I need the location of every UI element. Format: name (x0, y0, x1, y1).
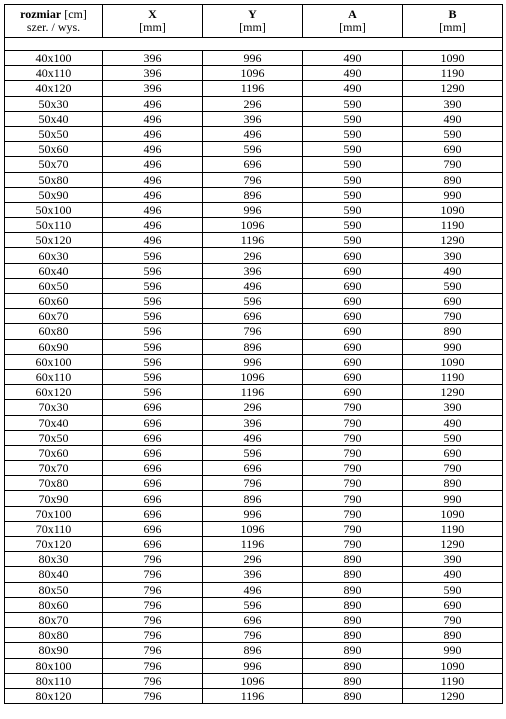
b-cell: 590 (403, 430, 503, 445)
header-x-label: X (148, 7, 157, 21)
x-cell: 596 (103, 294, 203, 309)
header-b-label: B (448, 7, 457, 21)
size-cell: 50x110 (5, 218, 103, 233)
a-cell: 790 (303, 445, 403, 460)
dimension-table (4, 4, 503, 704)
size-cell: 80x60 (5, 597, 103, 612)
table-row (5, 81, 503, 96)
table-row (5, 461, 503, 476)
a-cell: 790 (303, 430, 403, 445)
a-cell: 590 (303, 202, 403, 217)
y-cell: 996 (203, 506, 303, 521)
x-cell: 596 (103, 263, 203, 278)
table-row (5, 445, 503, 460)
b-cell: 790 (403, 157, 503, 172)
table-row (5, 688, 503, 703)
size-cell: 60x120 (5, 385, 103, 400)
x-cell: 496 (103, 96, 203, 111)
table-row (5, 339, 503, 354)
x-cell: 696 (103, 445, 203, 460)
x-cell: 796 (103, 597, 203, 612)
x-cell: 696 (103, 415, 203, 430)
b-cell: 990 (403, 187, 503, 202)
a-cell: 790 (303, 415, 403, 430)
y-cell: 296 (203, 552, 303, 567)
x-cell: 496 (103, 187, 203, 202)
size-cell: 60x60 (5, 294, 103, 309)
x-cell: 496 (103, 126, 203, 141)
y-cell: 796 (203, 172, 303, 187)
b-cell: 1090 (403, 354, 503, 369)
y-cell: 396 (203, 415, 303, 430)
y-cell: 896 (203, 339, 303, 354)
a-cell: 890 (303, 582, 403, 597)
b-cell: 390 (403, 248, 503, 263)
table-row (5, 369, 503, 384)
size-cell: 80x80 (5, 628, 103, 643)
y-cell: 296 (203, 96, 303, 111)
table-row (5, 202, 503, 217)
a-cell: 590 (303, 172, 403, 187)
y-cell: 696 (203, 309, 303, 324)
size-cell: 60x90 (5, 339, 103, 354)
table-row (5, 597, 503, 612)
x-cell: 696 (103, 506, 203, 521)
a-cell: 590 (303, 142, 403, 157)
header-y-unit: [mm] (239, 20, 266, 34)
header-size-title: rozmiar (20, 7, 62, 21)
table-row (5, 537, 503, 552)
x-cell: 396 (103, 51, 203, 66)
a-cell: 490 (303, 51, 403, 66)
b-cell: 690 (403, 142, 503, 157)
y-cell: 1196 (203, 688, 303, 703)
size-cell: 40x100 (5, 51, 103, 66)
y-cell: 1196 (203, 537, 303, 552)
b-cell: 490 (403, 415, 503, 430)
a-cell: 590 (303, 111, 403, 126)
header-b-unit: [mm] (439, 20, 466, 34)
header-a-unit: [mm] (339, 20, 366, 34)
size-cell: 50x30 (5, 96, 103, 111)
y-cell: 696 (203, 461, 303, 476)
a-cell: 890 (303, 552, 403, 567)
y-cell: 1096 (203, 673, 303, 688)
table-row (5, 582, 503, 597)
y-cell: 996 (203, 658, 303, 673)
x-cell: 796 (103, 688, 203, 703)
spacer-row (5, 38, 503, 51)
size-cell: 80x70 (5, 612, 103, 627)
size-cell: 50x70 (5, 157, 103, 172)
y-cell: 1196 (203, 233, 303, 248)
a-cell: 890 (303, 628, 403, 643)
size-cell: 70x120 (5, 537, 103, 552)
spacer-section (5, 38, 503, 51)
b-cell: 690 (403, 445, 503, 460)
b-cell: 1190 (403, 369, 503, 384)
y-cell: 496 (203, 126, 303, 141)
x-cell: 496 (103, 233, 203, 248)
size-cell: 70x60 (5, 445, 103, 460)
spacer-cell (5, 38, 503, 51)
a-cell: 690 (303, 309, 403, 324)
x-cell: 696 (103, 537, 203, 552)
size-cell: 60x70 (5, 309, 103, 324)
table-row (5, 521, 503, 536)
y-cell: 1096 (203, 66, 303, 81)
y-cell: 496 (203, 430, 303, 445)
table-row (5, 294, 503, 309)
size-cell: 60x50 (5, 278, 103, 293)
y-cell: 396 (203, 111, 303, 126)
size-cell: 80x120 (5, 688, 103, 703)
x-cell: 696 (103, 400, 203, 415)
size-cell: 80x50 (5, 582, 103, 597)
header-a-label: A (348, 7, 357, 21)
x-cell: 796 (103, 612, 203, 627)
size-cell: 50x60 (5, 142, 103, 157)
b-cell: 890 (403, 324, 503, 339)
table-row (5, 628, 503, 643)
y-cell: 1196 (203, 81, 303, 96)
a-cell: 490 (303, 81, 403, 96)
size-cell: 70x50 (5, 430, 103, 445)
b-cell: 390 (403, 96, 503, 111)
b-cell: 590 (403, 278, 503, 293)
a-cell: 890 (303, 567, 403, 582)
y-cell: 596 (203, 445, 303, 460)
x-cell: 696 (103, 476, 203, 491)
b-cell: 690 (403, 597, 503, 612)
table-row (5, 187, 503, 202)
table-row (5, 66, 503, 81)
b-cell: 890 (403, 172, 503, 187)
y-cell: 1196 (203, 385, 303, 400)
x-cell: 596 (103, 248, 203, 263)
y-cell: 1096 (203, 521, 303, 536)
x-cell: 796 (103, 628, 203, 643)
table-row (5, 400, 503, 415)
table-row (5, 111, 503, 126)
y-cell: 596 (203, 142, 303, 157)
x-cell: 696 (103, 461, 203, 476)
y-cell: 696 (203, 612, 303, 627)
b-cell: 590 (403, 582, 503, 597)
table-row (5, 354, 503, 369)
header-b (403, 5, 503, 38)
header-y (203, 5, 303, 38)
size-cell: 50x40 (5, 111, 103, 126)
header-size-sub: szer. / wys. (26, 20, 81, 34)
a-cell: 690 (303, 324, 403, 339)
a-cell: 690 (303, 369, 403, 384)
size-cell: 60x100 (5, 354, 103, 369)
size-cell: 70x100 (5, 506, 103, 521)
size-cell: 60x40 (5, 263, 103, 278)
a-cell: 690 (303, 294, 403, 309)
x-cell: 796 (103, 673, 203, 688)
table-row (5, 491, 503, 506)
b-cell: 990 (403, 643, 503, 658)
a-cell: 890 (303, 643, 403, 658)
a-cell: 690 (303, 248, 403, 263)
x-cell: 596 (103, 354, 203, 369)
b-cell: 1090 (403, 202, 503, 217)
header-x-unit: [mm] (139, 20, 166, 34)
y-cell: 396 (203, 567, 303, 582)
b-cell: 1190 (403, 66, 503, 81)
header-y-label: Y (248, 7, 257, 21)
size-cell: 60x30 (5, 248, 103, 263)
b-cell: 790 (403, 612, 503, 627)
table-row (5, 233, 503, 248)
table-row (5, 248, 503, 263)
table-row (5, 658, 503, 673)
a-cell: 690 (303, 385, 403, 400)
a-cell: 590 (303, 218, 403, 233)
x-cell: 596 (103, 309, 203, 324)
b-cell: 490 (403, 567, 503, 582)
table-row (5, 552, 503, 567)
size-cell: 80x40 (5, 567, 103, 582)
header-size-unit: [cm] (64, 7, 87, 21)
size-cell: 40x110 (5, 66, 103, 81)
table-row (5, 96, 503, 111)
a-cell: 690 (303, 263, 403, 278)
table-row (5, 476, 503, 491)
size-cell: 70x90 (5, 491, 103, 506)
size-cell: 50x80 (5, 172, 103, 187)
size-cell: 50x100 (5, 202, 103, 217)
a-cell: 490 (303, 66, 403, 81)
table-row (5, 51, 503, 66)
x-cell: 596 (103, 278, 203, 293)
x-cell: 496 (103, 172, 203, 187)
x-cell: 496 (103, 142, 203, 157)
b-cell: 690 (403, 294, 503, 309)
table-row (5, 324, 503, 339)
table-row (5, 385, 503, 400)
x-cell: 696 (103, 521, 203, 536)
x-cell: 396 (103, 66, 203, 81)
x-cell: 596 (103, 324, 203, 339)
y-cell: 296 (203, 400, 303, 415)
b-cell: 1290 (403, 81, 503, 96)
table-row (5, 157, 503, 172)
a-cell: 890 (303, 688, 403, 703)
x-cell: 596 (103, 339, 203, 354)
y-cell: 696 (203, 157, 303, 172)
b-cell: 1190 (403, 521, 503, 536)
a-cell: 590 (303, 126, 403, 141)
table-row (5, 673, 503, 688)
header-a (303, 5, 403, 38)
table-row (5, 142, 503, 157)
x-cell: 796 (103, 567, 203, 582)
a-cell: 590 (303, 187, 403, 202)
header-row (5, 5, 503, 38)
size-cell: 70x40 (5, 415, 103, 430)
header-size (5, 5, 103, 38)
y-cell: 496 (203, 278, 303, 293)
table-row (5, 126, 503, 141)
y-cell: 796 (203, 628, 303, 643)
b-cell: 1090 (403, 506, 503, 521)
table-row (5, 415, 503, 430)
a-cell: 790 (303, 400, 403, 415)
table-row (5, 643, 503, 658)
table-row (5, 278, 503, 293)
size-cell: 40x120 (5, 81, 103, 96)
b-cell: 390 (403, 400, 503, 415)
b-cell: 1190 (403, 673, 503, 688)
x-cell: 796 (103, 552, 203, 567)
y-cell: 996 (203, 202, 303, 217)
y-cell: 796 (203, 476, 303, 491)
size-cell: 70x110 (5, 521, 103, 536)
table-body (5, 51, 503, 704)
b-cell: 1290 (403, 688, 503, 703)
a-cell: 890 (303, 673, 403, 688)
y-cell: 996 (203, 354, 303, 369)
b-cell: 1090 (403, 51, 503, 66)
a-cell: 890 (303, 658, 403, 673)
size-cell: 80x110 (5, 673, 103, 688)
x-cell: 496 (103, 202, 203, 217)
a-cell: 590 (303, 96, 403, 111)
size-cell: 70x30 (5, 400, 103, 415)
a-cell: 890 (303, 597, 403, 612)
b-cell: 790 (403, 461, 503, 476)
y-cell: 296 (203, 248, 303, 263)
b-cell: 1290 (403, 385, 503, 400)
a-cell: 790 (303, 491, 403, 506)
b-cell: 490 (403, 111, 503, 126)
b-cell: 890 (403, 628, 503, 643)
x-cell: 496 (103, 111, 203, 126)
a-cell: 590 (303, 233, 403, 248)
a-cell: 590 (303, 157, 403, 172)
y-cell: 596 (203, 294, 303, 309)
y-cell: 596 (203, 597, 303, 612)
a-cell: 690 (303, 339, 403, 354)
a-cell: 790 (303, 521, 403, 536)
size-cell: 60x80 (5, 324, 103, 339)
size-cell: 50x50 (5, 126, 103, 141)
a-cell: 790 (303, 476, 403, 491)
y-cell: 1096 (203, 218, 303, 233)
size-cell: 70x80 (5, 476, 103, 491)
a-cell: 790 (303, 537, 403, 552)
b-cell: 1190 (403, 218, 503, 233)
x-cell: 596 (103, 369, 203, 384)
table-header (5, 5, 503, 38)
b-cell: 390 (403, 552, 503, 567)
x-cell: 796 (103, 582, 203, 597)
x-cell: 796 (103, 643, 203, 658)
y-cell: 496 (203, 582, 303, 597)
x-cell: 696 (103, 491, 203, 506)
size-cell: 60x110 (5, 369, 103, 384)
size-cell: 70x70 (5, 461, 103, 476)
b-cell: 790 (403, 309, 503, 324)
y-cell: 796 (203, 324, 303, 339)
b-cell: 1290 (403, 233, 503, 248)
table-row (5, 263, 503, 278)
size-cell: 80x30 (5, 552, 103, 567)
b-cell: 1090 (403, 658, 503, 673)
b-cell: 490 (403, 263, 503, 278)
size-cell: 80x100 (5, 658, 103, 673)
a-cell: 890 (303, 612, 403, 627)
table-row (5, 218, 503, 233)
y-cell: 996 (203, 51, 303, 66)
y-cell: 896 (203, 187, 303, 202)
size-cell: 50x90 (5, 187, 103, 202)
a-cell: 790 (303, 506, 403, 521)
x-cell: 396 (103, 81, 203, 96)
b-cell: 1290 (403, 537, 503, 552)
table-row (5, 506, 503, 521)
x-cell: 596 (103, 385, 203, 400)
table-row (5, 309, 503, 324)
table-row (5, 430, 503, 445)
x-cell: 496 (103, 218, 203, 233)
y-cell: 896 (203, 491, 303, 506)
dimension-table-container (4, 4, 503, 704)
a-cell: 790 (303, 461, 403, 476)
b-cell: 990 (403, 491, 503, 506)
size-cell: 80x90 (5, 643, 103, 658)
a-cell: 690 (303, 278, 403, 293)
x-cell: 496 (103, 157, 203, 172)
x-cell: 696 (103, 430, 203, 445)
header-x (103, 5, 203, 38)
b-cell: 890 (403, 476, 503, 491)
x-cell: 796 (103, 658, 203, 673)
y-cell: 396 (203, 263, 303, 278)
table-row (5, 567, 503, 582)
table-row (5, 172, 503, 187)
y-cell: 896 (203, 643, 303, 658)
size-cell: 50x120 (5, 233, 103, 248)
y-cell: 1096 (203, 369, 303, 384)
table-row (5, 612, 503, 627)
b-cell: 590 (403, 126, 503, 141)
a-cell: 690 (303, 354, 403, 369)
b-cell: 990 (403, 339, 503, 354)
